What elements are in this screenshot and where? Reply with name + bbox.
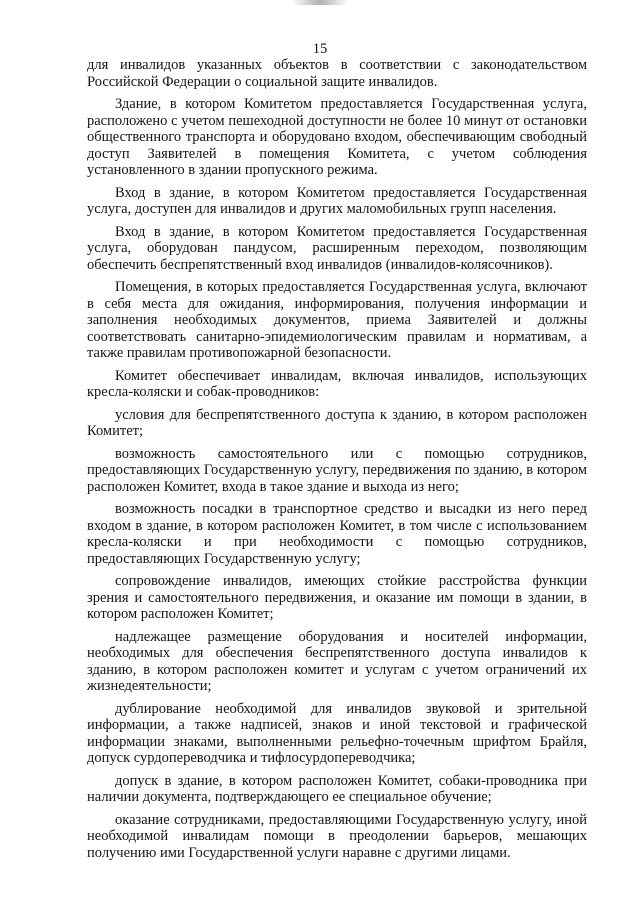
paragraph-premises: Помещения, в которых предоставляется Государственная услуга, включают в себя места для ожидания, информирования, получения информации и заполнения необходимых документов, приема Заявителей и должны соответствовать санитарно-эпидемиологическим правилам и нормативам, а также правилам противопожарной безопасности.	[87, 279, 587, 361]
page-number: 15	[312, 41, 328, 57]
paragraph-continuation: для инвалидов указанных объектов в соответствии с законодательством Российской Федерации о социальной защите инвалидов.	[87, 57, 587, 90]
list-item-duplication: дублирование необходимой для инвалидов звуковой и зрительной информации, а также надписей, знаков и иной текстовой и графической информации знаками, выполненными рельефно-точечным шрифтом Брайля, допуск сурдопереводчика и тифлосурдопереводчика;	[87, 700, 587, 766]
paragraph-entrance-ramp: Вход в здание, в котором Комитетом предоставляется Государственная услуга, оборудован пандусом, расширенным переходом, позволяющим обеспечить беспрепятственный вход инвалидов (инвалидов-колясочников).	[87, 223, 587, 273]
list-item-movement: возможность самостоятельного или с помощью сотрудников, предоставляющих Государственную услугу, передвижения по зданию, в котором расположен Комитет, входа в такое здание и выхода из него;	[87, 445, 587, 495]
list-item-escort: сопровождение инвалидов, имеющих стойкие расстройства функции зрения и самостоятельного передвижения, и оказание им помощи в здании, в котором расположен Комитет;	[87, 573, 587, 622]
list-item-assistance: оказание сотрудниками, предоставляющими Государственную услугу, иной необходимой инвалидам помощи в преодолении барьеров, мешающих получению ими Государственной услуги наравне с другими лицами.	[87, 811, 587, 861]
document-body	[87, 57, 587, 867]
list-item-access-conditions: условия для беспрепятственного доступа к зданию, в котором расположен Комитет;	[87, 406, 587, 439]
paragraph-committee-provides: Комитет обеспечивает инвалидам, включая инвалидов, использующих кресла-коляски и собак-проводников:	[87, 367, 587, 400]
list-item-transport: возможность посадки в транспортное средство и высадки из него перед входом в здание, в котором расположен Комитет, в том числе с использованием кресла-коляски и при необходимости с помощью сотрудников, предоставляющих Государственную услугу;	[87, 501, 587, 567]
scan-artifact	[292, 0, 348, 5]
list-item-equipment-placement: надлежащее размещение оборудования и носителей информации, необходимых для обеспечения беспрепятственного доступа инвалидов к зданию, в котором расположен комитет и услугам с учетом ограничений их жизнедеятельности;	[87, 628, 587, 694]
paragraph-entrance-accessible: Вход в здание, в котором Комитетом предоставляется Государственная услуга, доступен для инвалидов и других маломобильных групп населения.	[87, 184, 587, 217]
list-item-guide-dog: допуск в здание, в котором расположен Комитет, собаки-проводника при наличии документа, подтверждающего ее специальное обучение;	[87, 772, 587, 805]
paragraph-building-location: Здание, в котором Комитетом предоставляется Государственная услуга, расположено с учетом пешеходной доступности не более 10 минут от остановки общественного транспорта и оборудовано входом, обеспечивающим свободный доступ Заявителей в помещения Комитета, с учетом соблюдения установленного в здании пропускного режима.	[87, 96, 587, 178]
